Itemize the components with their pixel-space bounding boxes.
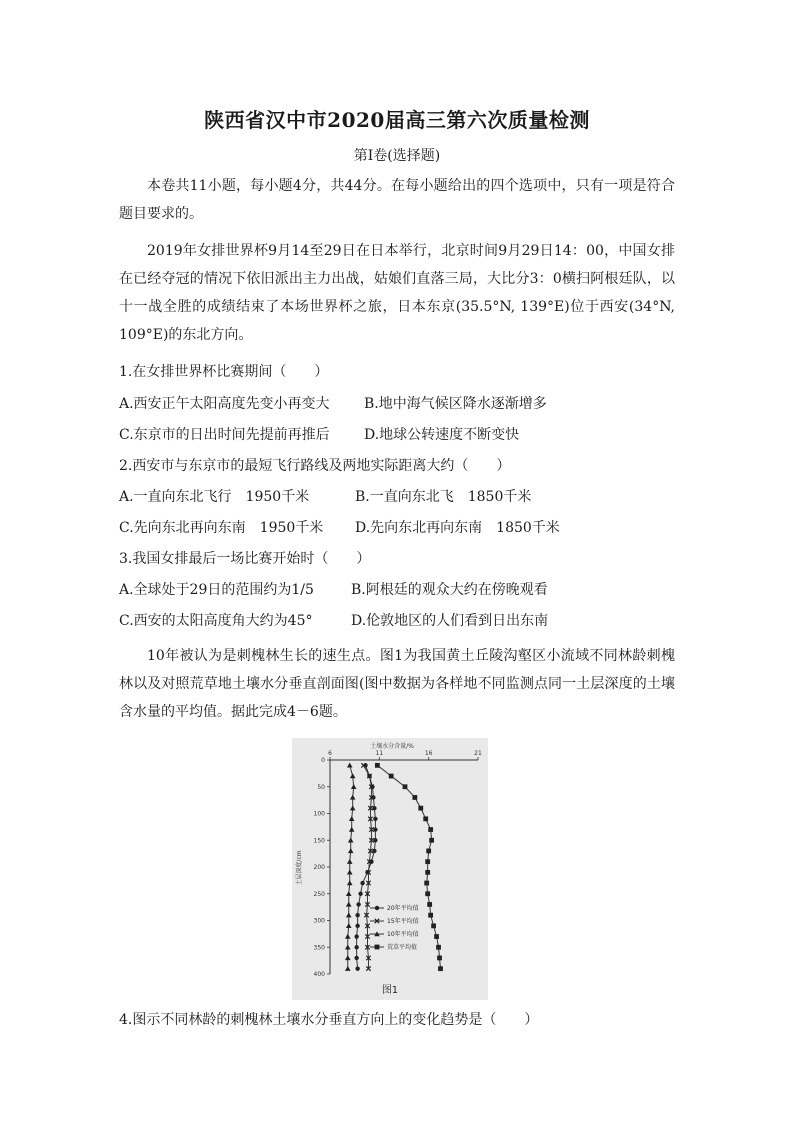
question-3-option-a: A.全球处于29日的范围约为1/5	[119, 582, 314, 598]
question-3-option-d: D.伦敦地区的人们看到日出东南	[351, 613, 549, 629]
series-2-point-7	[348, 837, 354, 842]
chart-svg	[292, 738, 488, 1000]
x-tick-label-2: 16	[424, 750, 433, 757]
y-tick-label-1: 50	[317, 783, 325, 791]
series-2-point-15	[346, 923, 352, 928]
series-2-point-3	[350, 795, 356, 800]
series-0-point-12	[358, 892, 362, 896]
y-tick-label-5: 250	[313, 890, 325, 898]
series-3-point-11	[424, 881, 429, 886]
series-3-point-18	[437, 956, 442, 961]
legend-label-1: 15年平均值	[387, 918, 419, 926]
y-tick-label-0: 0	[321, 757, 325, 764]
series-3-point-1	[389, 774, 394, 779]
chart-legend	[370, 904, 419, 951]
question-3-option-c: C.西安的太阳高度角大约为45°	[119, 613, 313, 629]
page-title: 陕西省汉中市2020届高三第六次质量检测	[204, 108, 590, 132]
passage-volleyball: 2019年女排世界杯9月14至29日在日本举行，北京时间9月29日14：00，中国女排在已经夺冠的情况下依旧派出主力出战，姑娘们直落三局，大比分3：0横扫阿根廷队，以十一战全胜的成绩结束了本场世界杯之旅，日本东京(35.5°N, 139°E)位于西安(34°N, 109°E)的东北方向。	[119, 243, 675, 343]
question-2-option-c: C.先向东北再向东南 1950千米	[119, 520, 324, 536]
legend-label-3: 荒草平均值	[387, 944, 418, 952]
series-3-point-7	[429, 838, 434, 843]
series-0-point-19	[355, 966, 359, 970]
question-3-stem: 3.我国女排最后一场比赛开始时（ ）	[119, 551, 371, 567]
series-2-point-9	[347, 859, 353, 864]
legend-label-2: 10年平均值	[387, 931, 419, 939]
series-3-point-19	[438, 966, 443, 971]
x-tick-label-3: 21	[474, 750, 482, 757]
series-3-point-2	[403, 784, 408, 789]
y-tick-label-3: 150	[313, 837, 325, 845]
series-2-point-12	[346, 891, 352, 896]
legend-label-0: 20年平均值	[387, 905, 419, 913]
passage-soil-moisture: 10年被认为是刺槐林生长的速生点。图1为我国黄土丘陵沟壑区小流域不同林龄刺槐林以及对照荒草地土壤水分垂直剖面图(图中数据为各样地不同监测点同一土层深度的土壤含水量的平均值。据此完成4－6题。	[119, 648, 675, 720]
series-3-point-17	[436, 945, 441, 950]
series-3-point-0	[375, 763, 380, 768]
y-tick-label-4: 200	[313, 864, 325, 871]
series-0-point-5	[373, 817, 377, 821]
x-tick-label-0: 6	[328, 750, 332, 757]
series-2-point-10	[347, 870, 353, 875]
series-2-point-19	[345, 966, 351, 971]
series-2-point-5	[349, 816, 355, 821]
series-3-point-10	[425, 870, 430, 875]
y-tick-label-6: 300	[313, 917, 325, 925]
series-2-point-17	[345, 944, 351, 949]
series-0-point-6	[373, 827, 377, 831]
question-1-option-d: D.地球公转速度不断变快	[364, 427, 520, 443]
y-axis-label: 土层深度/cm	[296, 850, 303, 886]
x-axis-label: 土壤水分含量/%	[370, 743, 414, 750]
series-2-point-6	[349, 827, 355, 832]
question-1-option-a: A.西安正午太阳高度先变小再变大	[119, 396, 330, 412]
series-3-point-3	[412, 795, 417, 800]
series-0-point-14	[355, 913, 359, 917]
series-3-point-4	[418, 806, 423, 811]
legend-marker-0	[375, 906, 379, 910]
question-2-stem: 2.西安市与东京市的最短飞行路线及两地实际距离大约（ ）	[119, 458, 511, 474]
y-tick-label-7: 350	[313, 944, 325, 952]
chart-marks	[345, 763, 443, 972]
x-tick-label-1: 11	[375, 750, 384, 757]
section-subtitle: 第Ⅰ卷(选择题)	[353, 148, 441, 164]
figure-1-soil-moisture-chart	[292, 738, 488, 1000]
question-2-option-d: D.先向东北再向东南 1850千米	[355, 520, 560, 536]
series-2-point-4	[350, 805, 356, 810]
series-0-point-18	[354, 956, 358, 960]
series-3-point-16	[434, 934, 439, 939]
legend-marker-3	[375, 945, 380, 950]
series-0-point-17	[354, 945, 358, 949]
series-3-point-14	[428, 913, 433, 918]
series-0-point-4	[372, 806, 376, 810]
question-4-stem: 4.图示不同林龄的刺槐林土壤水分垂直方向上的变化趋势是（ ）	[119, 1012, 539, 1028]
question-1-stem: 1.在女排世界杯比赛期间（ ）	[119, 364, 329, 380]
series-3-point-5	[423, 816, 428, 821]
y-tick-label-8: 400	[313, 971, 325, 978]
series-0-point-15	[355, 924, 359, 928]
series-2-point-18	[345, 955, 351, 960]
question-2-option-a: A.一直向东北飞行 1950千米	[119, 489, 310, 505]
series-0-point-8	[372, 849, 376, 853]
series-2-point-0	[347, 763, 353, 768]
question-2-option-b: B.一直向东北飞 1850千米	[355, 489, 532, 505]
series-2-point-8	[348, 848, 354, 853]
series-2-point-13	[346, 902, 352, 907]
y-tick-label-2: 100	[313, 810, 325, 818]
intro-paragraph: 本卷共11小题，每小题4分，共44分。在每小题给出的四个选项中，只有一项是符合题目要求的。	[119, 178, 675, 222]
series-2-point-1	[350, 773, 356, 778]
series-3-point-12	[425, 891, 430, 896]
series-3-point-6	[428, 827, 433, 832]
series-0-point-7	[373, 838, 377, 842]
question-3-option-b: B.阿根廷的观众大约在傍晚观看	[351, 582, 548, 598]
question-1-option-b: B.地中海气候区降水逐渐增多	[364, 396, 547, 412]
series-2-point-2	[351, 784, 357, 789]
series-3-point-15	[431, 923, 436, 928]
series-3-point-9	[425, 859, 430, 864]
series-2-point-14	[346, 912, 352, 917]
series-2-point-11	[347, 880, 353, 885]
series-0-point-13	[356, 902, 360, 906]
question-1-option-c: C.东京市的日出时间先提前再推后	[119, 427, 330, 443]
series-3-point-8	[426, 849, 431, 854]
figure-caption: 图1	[381, 985, 399, 996]
series-0-point-16	[354, 934, 358, 938]
series-0-point-11	[360, 881, 364, 885]
series-3-point-13	[427, 902, 432, 907]
series-2-point-16	[345, 934, 351, 939]
